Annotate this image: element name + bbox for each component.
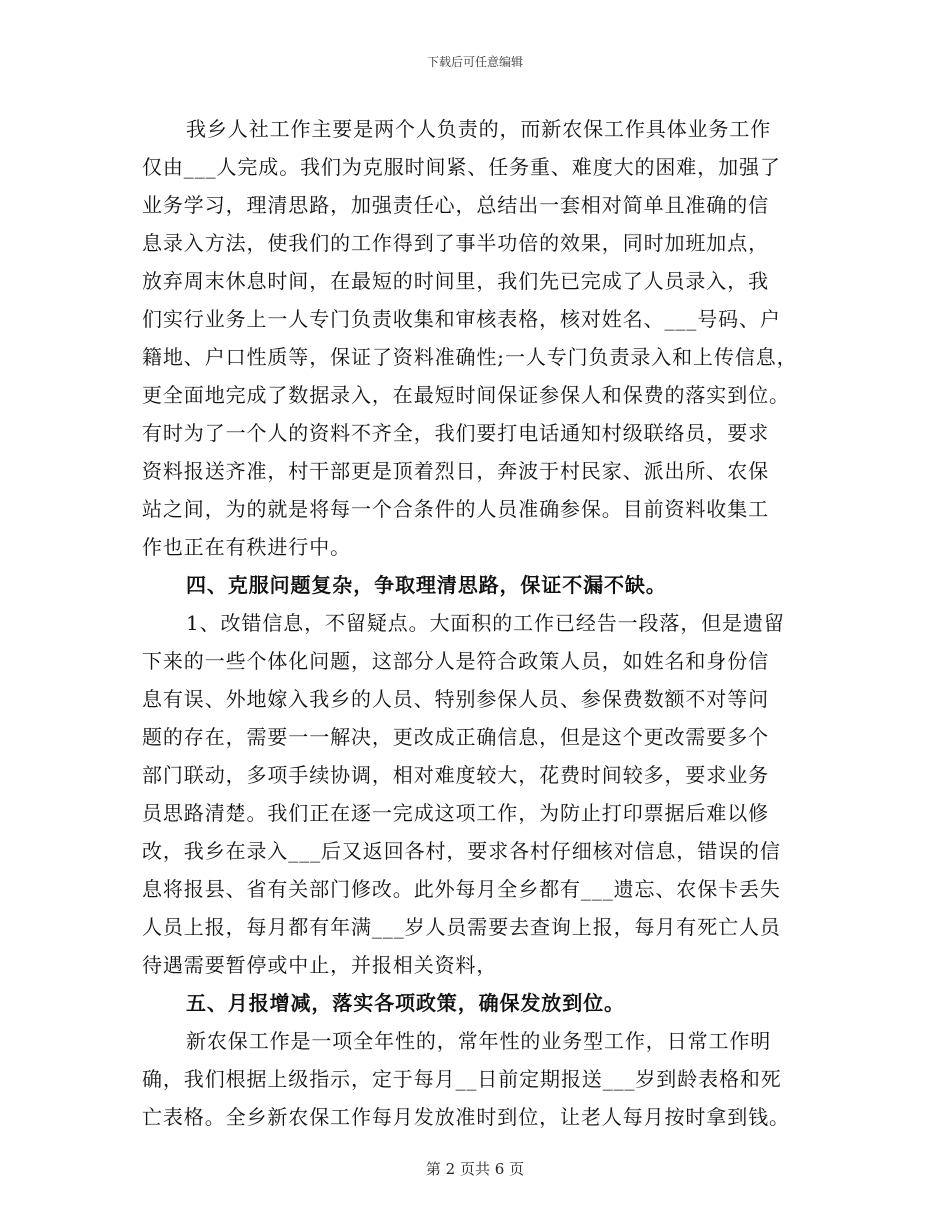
text-line: 改，我乡在录入___后又返回各村，要求各村仔细核对信息，错误的信: [142, 839, 781, 863]
text-line: 下来的一些个体化问题，这部分人是符合政策人员，如姓名和身份信: [142, 649, 769, 673]
text-line: 作也正在有秩进行中。: [142, 535, 351, 559]
text-line: 更全面地完成了数据录入，在最短时间保证参保人和保费的落实到位。: [142, 383, 790, 407]
text-line: 部门联动，多项手续协调，相对难度较大，花费时间较多，要求业务: [142, 763, 769, 787]
text-line: 新农保工作是一项全年性的，常年性的业务型工作，日常工作明: [186, 1029, 772, 1053]
text-line: 亡表格。全乡新农保工作每月发放准时到位，让老人每月按时拿到钱。: [142, 1105, 790, 1129]
page-footer: 第 2 页共 6 页: [425, 1160, 525, 1178]
section-heading: 五、月报增减，落实各项政策，确保发放到位。: [186, 991, 625, 1015]
text-line: 息有误、外地嫁入我乡的人员、特别参保人员、参保费数额不对等问: [142, 687, 769, 711]
text-line: 确，我们根据上级指示，定于每月__日前定期报送___岁到龄表格和死: [142, 1067, 782, 1091]
text-line: 放弃周末休息时间，在最短的时间里，我们先已完成了人员录入，我: [142, 269, 769, 293]
text-line: 籍地、户口性质等，保证了资料准确性;一人专门负责录入和上传信息，: [142, 345, 798, 369]
text-line: 息将报县、省有关部门修改。此外每月全乡都有___遗忘、农保卡丢失: [142, 877, 781, 901]
text-line: 息录入方法，使我们的工作得到了事半功倍的效果，同时加班加点，: [142, 231, 769, 255]
text-line: 我乡人社工作主要是两个人负责的，而新农保工作具体业务工作: [186, 117, 772, 141]
text-line: 待遇需要暂停或中止，并报相关资料，: [142, 953, 498, 977]
text-line: 人员上报，每月都有年满___岁人员需要去查询上报，每月有死亡人员: [142, 915, 781, 939]
text-line: 资料报送齐准，村干部更是顶着烈日，奔波于村民家、派出所、农保: [142, 459, 769, 483]
text-line: 们实行业务上一人专门负责收集和审核表格，核对姓名、___号码、户: [142, 307, 781, 331]
text-line: 员思路清楚。我们正在逐一完成这项工作，为防止打印票据后难以修: [142, 801, 769, 825]
text-line: 题的存在，需要一一解决，更改成正确信息，但是这个更改需要多个: [142, 725, 769, 749]
text-line: 业务学习，理清思路，加强责任心，总结出一套相对简单且准确的信: [142, 193, 769, 217]
page-header: 下载后可任意编辑: [426, 55, 523, 69]
document-body: [142, 110, 814, 1136]
text-line: 有时为了一个人的资料不齐全，我们要打电话通知村级联络员，要求: [142, 421, 769, 445]
text-line: 1、改错信息，不留疑点。大面积的工作已经告一段落，但是遗留: [186, 611, 785, 635]
text-line: 站之间，为的就是将每一个合条件的人员准确参保。目前资料收集工: [142, 497, 769, 521]
text-line: 仅由___人完成。我们为克服时间紧、任务重、难度大的困难，加强了: [142, 155, 781, 179]
section-heading: 四、克服问题复杂，争取理清思路，保证不漏不缺。: [186, 573, 667, 597]
